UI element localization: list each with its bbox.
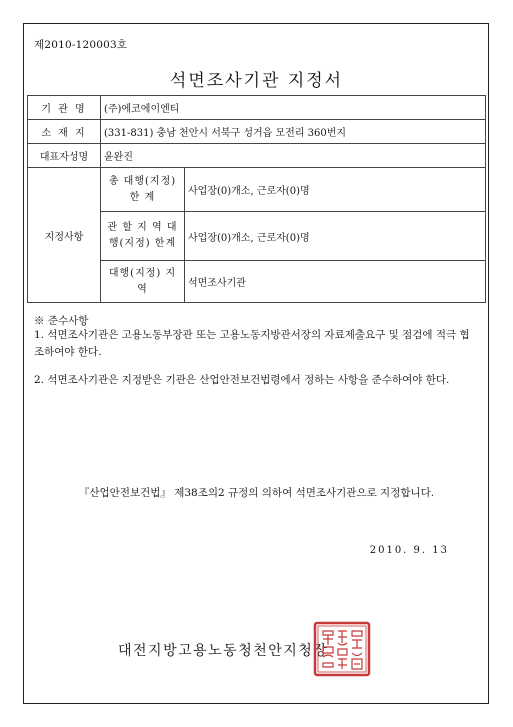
- designation-area-label: 대행(지정) 지역: [101, 261, 185, 303]
- notes-title: ※ 준수사항: [34, 315, 89, 327]
- document-title: 석면조사기관 지정서: [169, 71, 344, 91]
- address-value: (331-831) 충남 천안시 서북구 성거읍 모전리 360번지: [101, 120, 486, 144]
- designation-statement: 『산업안전보건법』 제38조의2 규정의 의하여 석면조사기관으로 지정합니다.: [78, 487, 435, 499]
- table-row: [28, 168, 486, 212]
- jurisdiction-limit-label: 관 할 지 역 대행(지정) 한계: [101, 212, 185, 261]
- total-limit-value: 사업장(0)개소, 근로자(0)명: [185, 168, 486, 212]
- representative-label: 대표자성명: [28, 144, 101, 168]
- org-name-value: (주)에코에이엔티: [101, 96, 486, 120]
- total-limit-label: 총 대행(지정) 한 계: [101, 168, 185, 212]
- representative-value: 윤완진: [101, 144, 486, 168]
- address-label: 소 재 지: [28, 120, 101, 144]
- org-name-label: 기 관 명: [28, 96, 101, 120]
- table-row: [28, 96, 486, 120]
- official-seal-icon: [313, 621, 371, 677]
- note-item: 1. 석면조사기관은 고용노동부장관 또는 고용노동지방관서장의 자료제출요구 및 점검에 적극 협조하여야 한다.: [34, 329, 470, 358]
- note-item: 2. 석면조사기관은 지정받은 기관은 산업안전보건법령에서 정하는 사항을 준수하여야 한다.: [34, 374, 450, 386]
- table-row: [28, 120, 486, 144]
- table-row: [28, 144, 486, 168]
- designation-area-value: 석면조사기관: [185, 261, 486, 303]
- designation-info-table: [27, 95, 486, 303]
- document-number: 제2010-120003호: [34, 39, 128, 51]
- issue-date: 2010. 9. 13: [369, 545, 449, 556]
- issuer-name: 대전지방고용노동청천안지청장: [118, 643, 329, 659]
- designation-label: 지정사항: [28, 168, 101, 303]
- jurisdiction-limit-value: 사업장(0)개소, 근로자(0)명: [185, 212, 486, 261]
